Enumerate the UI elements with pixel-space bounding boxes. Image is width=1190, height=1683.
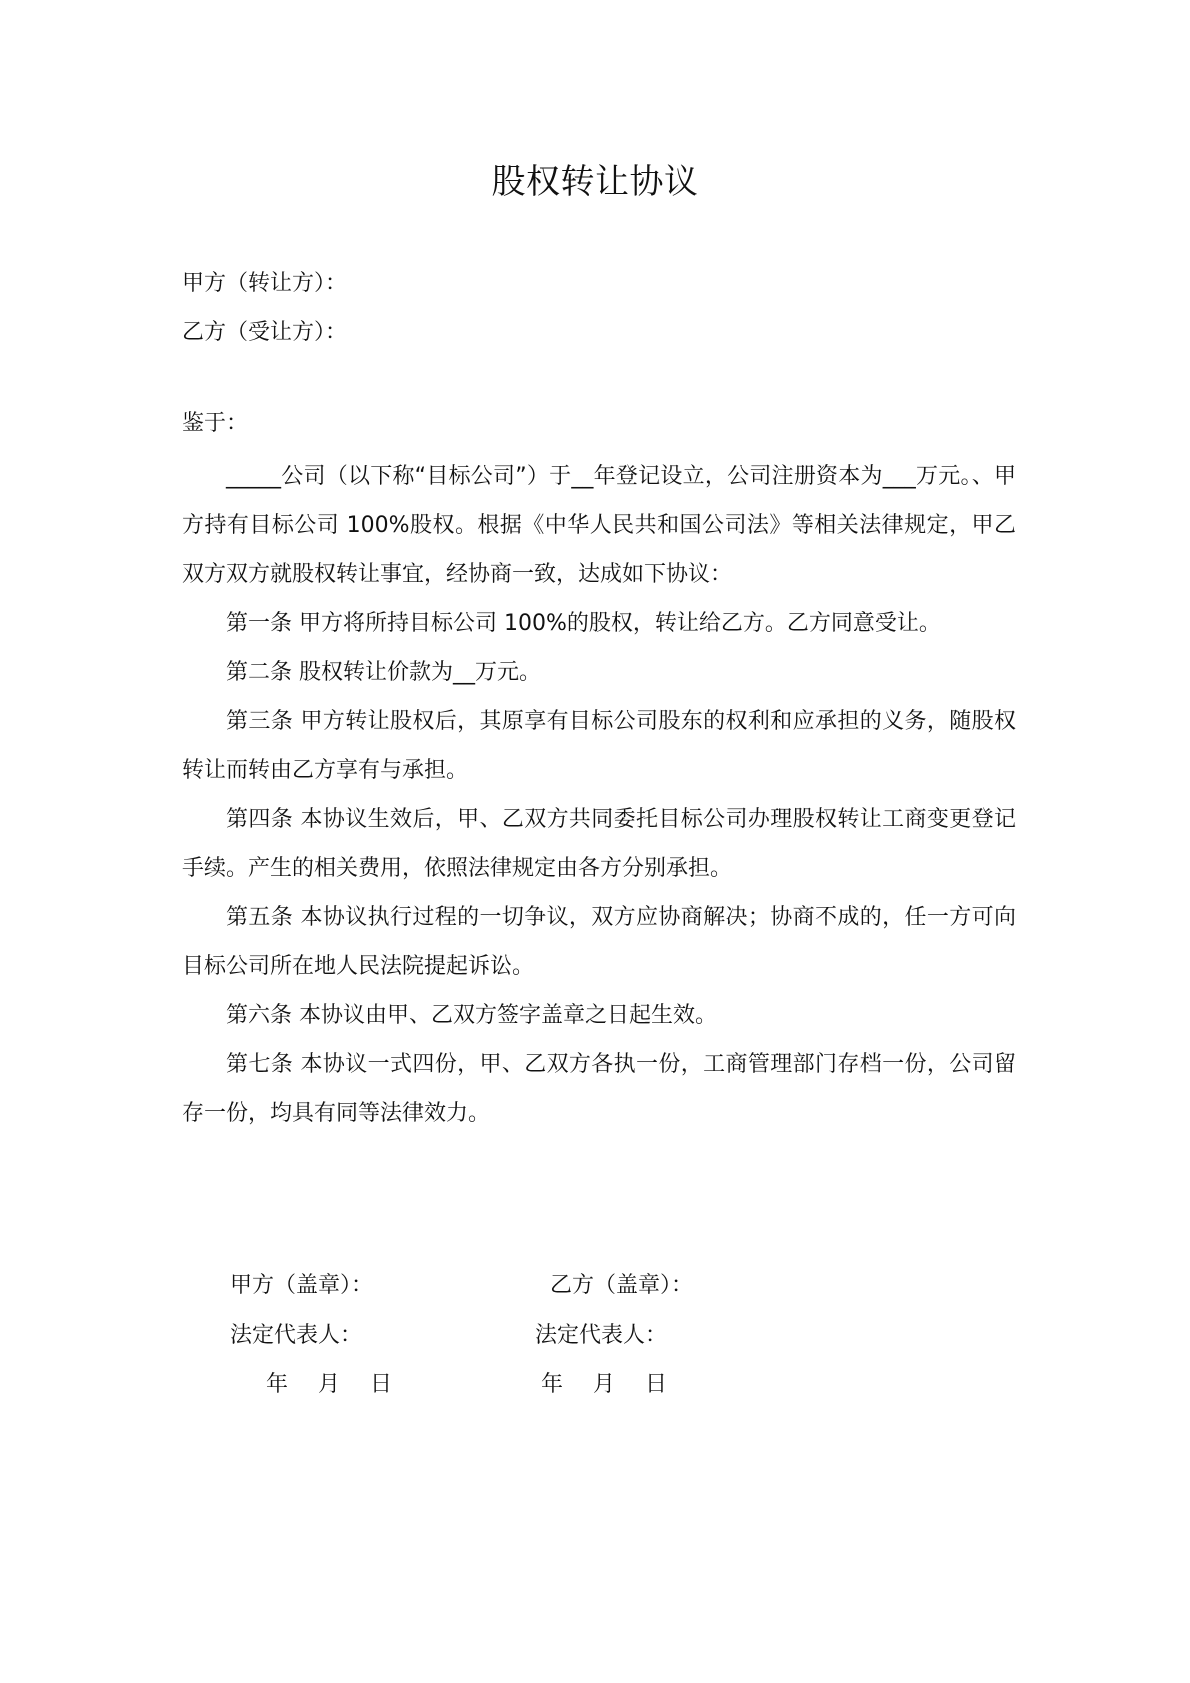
paragraph-recital: _____公司（以下称“目标公司”）于__年登记设立，公司注册资本为___万元。、甲方持有目标公司 100%股权。根据《中华人民共和国公司法》等相关法律规定，甲乙双方双方就股权转让事宜，经协商一致，达成如下协议： [182, 464, 1016, 587]
party-b-date [541, 1365, 667, 1405]
party-a-representative-label: 法定代表人： [230, 1323, 363, 1348]
agreement-body [182, 452, 1016, 1138]
paragraph-article-5: 第五条 本协议执行过程的一切争议，双方应协商解决；协商不成的，任一方可向目标公司所在地人民法院提起诉讼。 [182, 905, 1016, 979]
party-b-seal-label: 乙方（盖章）： [550, 1273, 694, 1298]
paragraph-article-3: 第三条 甲方转让股权后，其原享有目标公司股东的权利和应承担的义务，随股权转让而转由乙方享有与承担。 [182, 709, 1016, 783]
date-day-label: 日 [645, 1372, 668, 1397]
date-year-label: 年 [266, 1372, 289, 1397]
party-a-label: 甲方（转让方）： [182, 271, 348, 296]
whereas-label: 鉴于： [182, 411, 249, 436]
date-month-label: 月 [318, 1372, 341, 1397]
date-month-label: 月 [593, 1372, 616, 1397]
party-a-seal-label: 甲方（盖章）： [230, 1273, 374, 1298]
paragraph-article-4: 第四条 本协议生效后，甲、乙双方共同委托目标公司办理股权转让工商变更登记手续。产生的相关费用，依照法律规定由各方分别承担。 [182, 807, 1016, 881]
document-title: 股权转让协议 [491, 162, 699, 202]
party-b-representative-label: 法定代表人： [535, 1323, 668, 1348]
party-b-label: 乙方（受让方）： [182, 320, 348, 345]
paragraph-article-6: 第六条 本协议由甲、乙双方签字盖章之日起生效。 [226, 1003, 717, 1028]
date-day-label: 日 [370, 1372, 393, 1397]
paragraph-article-2: 第二条 股权转让价款为__万元。 [226, 660, 541, 685]
paragraph-article-7: 第七条 本协议一式四份，甲、乙双方各执一份，工商管理部门存档一份，公司留存一份，均具有同等法律效力。 [182, 1052, 1016, 1126]
party-a-date [266, 1365, 392, 1405]
date-year-label: 年 [541, 1372, 564, 1397]
paragraph-article-1: 第一条 甲方将所持目标公司 100%的股权，转让给乙方。乙方同意受让。 [226, 611, 941, 636]
